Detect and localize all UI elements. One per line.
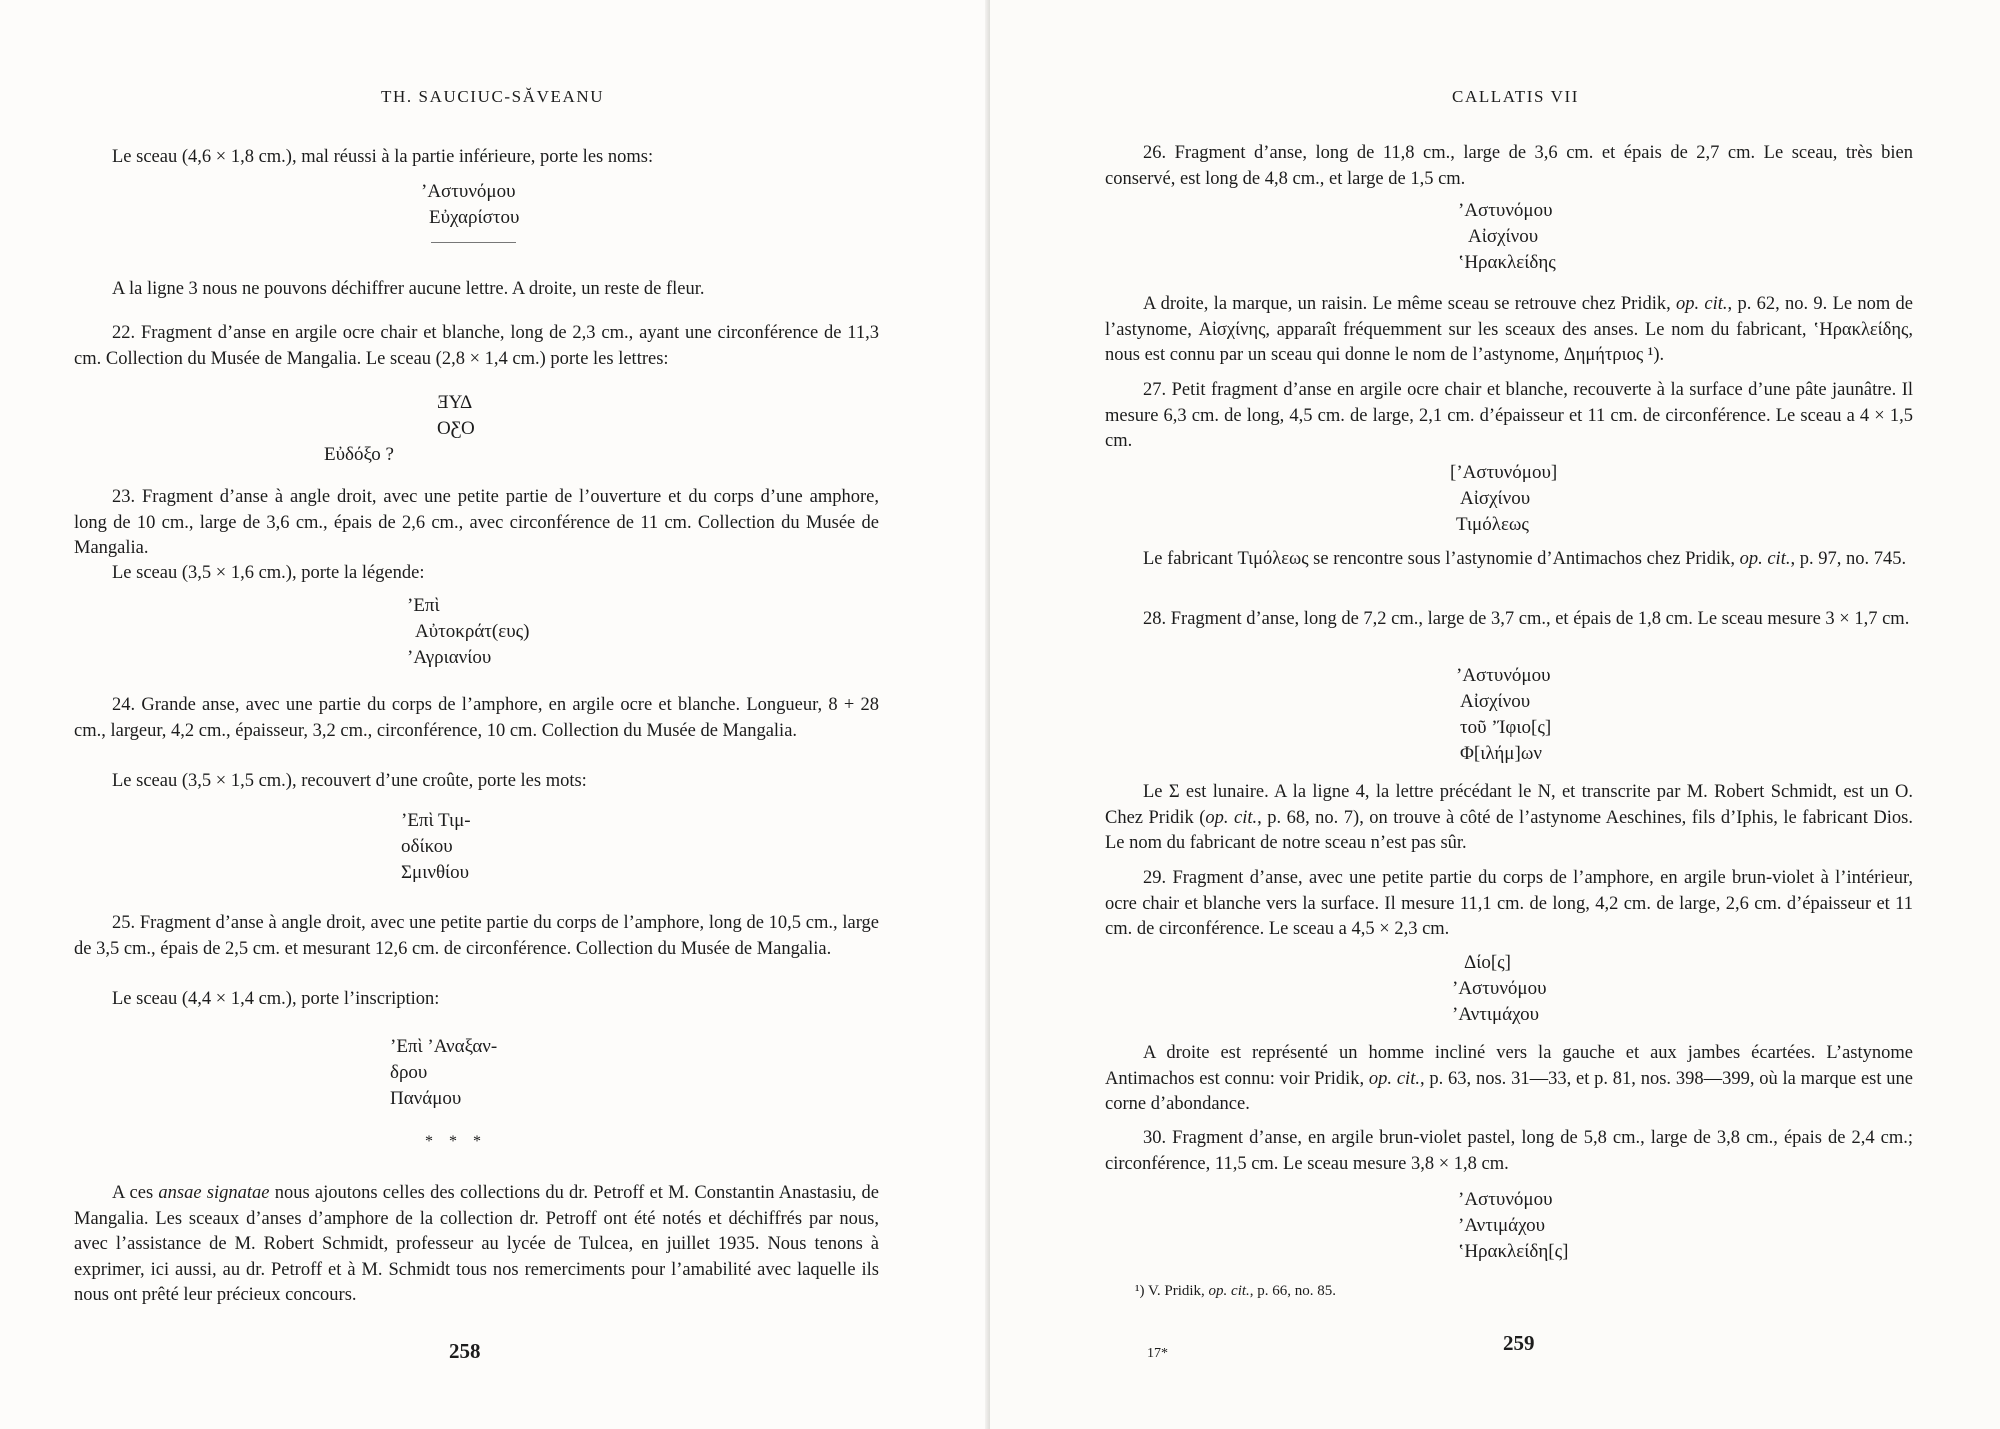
stamp-line: OƸO xyxy=(437,418,475,439)
stamp-22-reading: Εὐδόξο ? xyxy=(324,444,394,465)
stamp-29 xyxy=(1452,950,1547,1028)
stamp-26 xyxy=(1458,198,1556,276)
citation-emphasis: op. cit. xyxy=(1739,549,1791,569)
item-28-note xyxy=(1105,780,1913,857)
page-number-left: 258 xyxy=(449,1339,481,1363)
item-22: 22. Fragment d’anse en argile ocre chair et blanche, long de 2,3 cm., ayant une circonférence de 11,3 cm. Collection du Musée de Mangalia. Le sceau (2,8 × 1,4 cm.) porte les lettres: xyxy=(74,323,879,369)
citation-emphasis: op. cit. xyxy=(1368,1068,1420,1089)
stamp-line: δρου xyxy=(390,1062,428,1083)
closing-text: A ces xyxy=(112,1183,159,1203)
note-text: , p. 63, nos. 31—33, et p. 81, nos. 398—399, où la marque est une corne d’abondance. xyxy=(1105,1068,1913,1114)
note-text: A droite, la marque, un raisin. Le même sceau se retrouve chez Pridik, xyxy=(1143,294,1677,314)
closing-emphasis: ansae signatae xyxy=(158,1183,270,1203)
illegible-line-mark xyxy=(431,242,516,243)
stamp-line: οδίκου xyxy=(401,836,453,857)
stamp-line: ʼΑγριανίου xyxy=(407,647,492,668)
stamp-line: ʼΕπὶ xyxy=(407,595,440,616)
page-number-right: 259 xyxy=(1503,1331,1535,1355)
stamp-line: Εὐχαρίστου xyxy=(429,207,520,228)
item-27-note xyxy=(1105,547,1913,573)
stamp-line: ƎΥΔ xyxy=(437,392,473,413)
item-27: 27. Petit fragment d’anse en argile ocre chair et blanche, recouverte à la surface d’une pâte jaunâtre. Il mesure 6,3 cm. de long, 4,5 cm. de large, 2,1 cm. d’épaisseur et 11 cm. de circonférence. Le sceau a 4 × 1,5 cm. xyxy=(1105,380,1913,451)
item-25-seal: Le sceau (4,4 × 1,4 cm.), porte l’inscription: xyxy=(112,989,440,1009)
note-text: Le Σ est lunaire. A la ligne 4, la lettre précédant le N, et transcrite par M. Robert Schmidt, est un O. Chez Pridik ( xyxy=(1105,782,1913,828)
note-text: Le fabricant Τιμόλεως se rencontre sous l’astynomie d’Antimachos chez Pridik, xyxy=(1143,549,1740,569)
citation-emphasis: op. cit. xyxy=(1676,294,1728,314)
footnote-text: ¹) V. Pridik, xyxy=(1135,1283,1209,1299)
item-28: 28. Fragment d’anse, long de 7,2 cm., large de 3,7 cm., et épais de 1,8 cm. Le sceau mesure 3 × 1,7 cm. xyxy=(1143,609,1910,629)
stamp-line: ʼΑστυνόμου xyxy=(1458,1189,1553,1210)
stamp-line: ʼΑντιμάχου xyxy=(1458,1215,1546,1236)
footnote xyxy=(1135,1281,1336,1301)
left-page xyxy=(0,0,990,1429)
stamp-30 xyxy=(1458,1187,1568,1265)
stamp-line: Πανάμου xyxy=(390,1088,462,1109)
item-23: 23. Fragment d’anse à angle droit, avec une petite partie de l’ouverture et du corps d’une amphore, long de 10 cm., large de 3,6 cm., épais de 2,6 cm., avec circonférence de 11 cm. Collection du Musée de Mangalia. xyxy=(74,487,879,558)
citation-emphasis: op. cit. xyxy=(1205,807,1258,828)
stamp-21 xyxy=(421,179,519,231)
footnote-text: , p. 66, no. 85. xyxy=(1249,1283,1337,1299)
stamp-line: Τιμόλεως xyxy=(1456,514,1529,535)
stamp-line: Δίο[ς] xyxy=(1464,952,1512,973)
stamp-line: ʽΗρακλείδη[ς] xyxy=(1458,1241,1569,1262)
seal-intro: Le sceau (4,6 × 1,8 cm.), mal réussi à la partie inférieure, porte les noms: xyxy=(112,147,654,167)
line3-note: A la ligne 3 nous ne pouvons déchiffrer aucune lettre. A droite, un reste de fleur. xyxy=(112,279,705,299)
note-text: , p. 97, no. 745. xyxy=(1790,549,1907,569)
stamp-27 xyxy=(1450,460,1557,538)
item-24-seal: Le sceau (3,5 × 1,5 cm.), recouvert d’une croûte, porte les mots: xyxy=(112,771,587,791)
item-23-seal: Le sceau (3,5 × 1,6 cm.), porte la légende: xyxy=(112,563,425,583)
note-text: A droite est représenté un homme incliné vers la gauche et aux jambes écartées. L’astynome Antimachos est connu: voir Pridik, xyxy=(1105,1043,1913,1089)
item-30: 30. Fragment d’anse, en argile brun-violet pastel, long de 5,8 cm., large de 3,8 cm., épais de 2,4 cm.; circonférence, 11,5 cm. Le sceau mesure 3,8 × 1,8 cm. xyxy=(1105,1128,1913,1174)
stamp-22 xyxy=(437,390,475,442)
closing-paragraph xyxy=(74,1181,879,1309)
stamp-line: Αἰσχίνου xyxy=(1468,226,1539,247)
stamp-line: Αἰσχίνου xyxy=(1460,691,1531,712)
item-26: 26. Fragment d’anse, long de 11,8 cm., large de 3,6 cm. et épais de 2,7 cm. Le sceau, très bien conservé, est long de 4,8 cm., et large de 1,5 cm. xyxy=(1105,143,1913,189)
closing-text: nous ajoutons celles des collections du dr. Petroff et M. Constantin Anastasiu, de Mangalia. Les sceaux d’anses d’amphore de la collection dr. Petroff ont été notés et déchiffrés par nous, avec l’assistance de M. Robert Schmidt, professeur au lycée de Tulcea, en juillet 1935. Nous tenons à exprimer, ici aussi, au dr. Petroff et à M. Schmidt tous nos remerciments pour l’amabilité avec laquelle ils nous ont prêté leur précieux concours. xyxy=(74,1183,880,1305)
right-page xyxy=(990,0,2000,1429)
stamp-23 xyxy=(407,593,529,671)
stamp-line: ʼΑστυνόμου xyxy=(1452,978,1547,999)
stamp-line: Φ[ιλήμ]ων xyxy=(1460,743,1542,764)
signature-mark: 17* xyxy=(1147,1346,1168,1361)
citation-emphasis: op. cit. xyxy=(1208,1283,1250,1299)
stamp-line: Σμινθίου xyxy=(401,862,470,883)
stamp-line: ʽΗρακλείδης xyxy=(1458,252,1556,273)
stamp-line: τοῦ ʼΊφιο[ς] xyxy=(1460,717,1552,738)
stamp-28 xyxy=(1456,663,1551,767)
item-29-note xyxy=(1105,1041,1913,1118)
item-29: 29. Fragment d’anse, avec une petite partie du corps de l’amphore, en argile brun-violet à l’intérieur, ocre chair et blanche vers la surface. Il mesure 11,1 cm. de long, 4,2 cm. de large, 2,6 cm. d’épaisseur et 11 cm. de circonférence. Le sceau a 4,5 × 2,3 cm. xyxy=(1105,868,1913,939)
stamp-24 xyxy=(401,808,471,886)
item-26-note xyxy=(1105,292,1913,369)
stamp-line: ʼΕπὶ Τιμ- xyxy=(401,810,471,831)
note-text: , p. 68, no. 7), on trouve à côté de l’astynome Aeschines, fils d’Iphis, le fabricant Dios. Le nom du fabricant de notre sceau n’est pas sûr. xyxy=(1105,807,1914,853)
stamp-25 xyxy=(390,1034,497,1112)
stamp-line: Αὐτοκράτ(ευς) xyxy=(415,621,530,642)
item-25: 25. Fragment d’anse à angle droit, avec une petite partie du corps de l’amphore, long de 10,5 cm., large de 3,5 cm., épais de 2,5 cm. et mesurant 12,6 cm. de circonférence. Collection du Musée de Mangalia. xyxy=(74,913,879,959)
stamp-line: Αἰσχίνου xyxy=(1460,488,1531,509)
stamp-line: ʼΑστυνόμου xyxy=(1456,665,1551,686)
item-24: 24. Grande anse, avec une partie du corps de l’amphore, en argile ocre et blanche. Longueur, 8 + 28 cm., largeur, 4,2 cm., épaisseur, 3,2 cm., circonférence, 10 cm. Collection du Musée de Mangalia. xyxy=(74,695,879,741)
note-text: , p. 62, no. 9. Le nom de l’astynome, Αἰσχίνης, apparaît fréquemment sur les sceaux des anses. Le nom du fabricant, ʽΗρακλείδης, nous est connu par un sceau qui donne le nom de l’astynome, Δημήτριος ¹). xyxy=(1105,294,1913,365)
running-head-left: TH. SAUCIUC-SĂVEANU xyxy=(381,87,605,106)
stamp-line: [ʼΑστυνόμου] xyxy=(1450,462,1558,483)
stamp-line: ʼΑντιμάχου xyxy=(1452,1004,1540,1025)
section-separator: * * * xyxy=(425,1133,487,1150)
stamp-line: ʼΑστυνόμου xyxy=(421,181,516,202)
stamp-line: ʼΕπὶ ʼΑναξαν- xyxy=(390,1036,498,1057)
running-head-right: CALLATIS VII xyxy=(1452,87,1580,106)
stamp-line: ʼΑστυνόμου xyxy=(1458,200,1553,221)
